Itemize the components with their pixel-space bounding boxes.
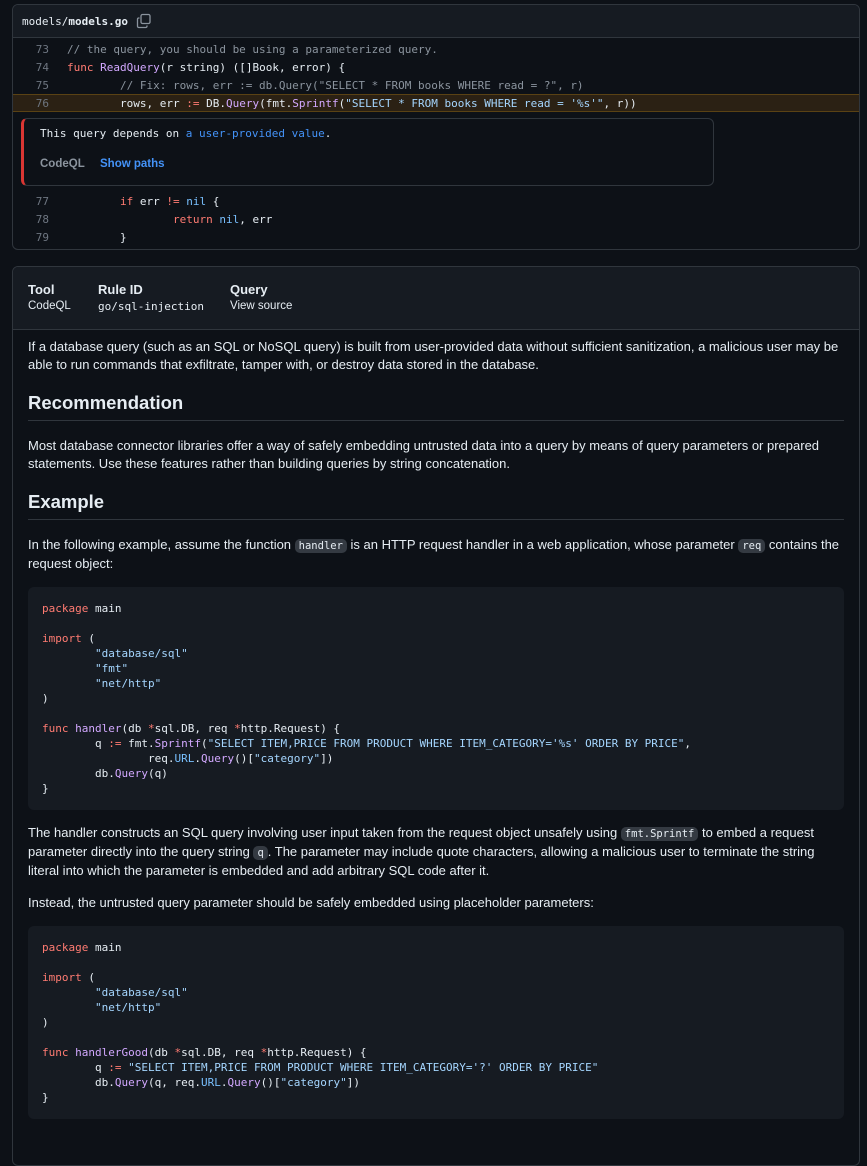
fix-paragraph: Instead, the untrusted query parameter should be safely embedded using placeholder parameters: — [28, 895, 594, 910]
file-path[interactable] — [22, 15, 128, 28]
file-path-name: models.go — [68, 14, 128, 28]
rule-id-heading: Rule ID — [98, 282, 143, 297]
code-line — [13, 40, 859, 58]
tool-value: CodeQL — [28, 300, 71, 312]
show-paths-button[interactable]: Show paths — [100, 158, 165, 170]
code-example-safe: package main import ( "database/sql" "net/http" ) func handlerGood(db *sql.DB, req *http.Request) { q := "SELECT ITEM,PRICE FROM PRODUCT WHERE ITEM_CATEGORY='?' ORDER BY PRICE" db.Query(q, req.URL.Query()["category"]) } — [28, 926, 844, 1119]
meta-query — [230, 282, 292, 312]
meta-tool — [28, 282, 71, 312]
rule-help-panel — [12, 266, 860, 1166]
line-number[interactable]: 73 — [35, 42, 49, 56]
recommendation-heading: Recommendation — [28, 392, 844, 421]
alert-tool-label: CodeQL — [40, 158, 85, 170]
line-number[interactable]: 75 — [35, 78, 49, 92]
alert-message: This query depends on a user-provided value. — [40, 127, 332, 140]
line-number[interactable]: 76 — [35, 96, 49, 110]
line-code: rows, err := DB.Query(fmt.Sprintf("SELECT * FROM books WHERE read = '%s'", r)) — [67, 96, 637, 110]
line-number[interactable]: 79 — [35, 230, 49, 244]
code-line — [13, 58, 859, 76]
file-path-dir: models/ — [22, 14, 69, 28]
rule-metadata — [13, 267, 859, 330]
tool-heading: Tool — [28, 282, 55, 297]
code-file-panel — [12, 4, 860, 250]
code-example-unsafe: package main import ( "database/sql" "fmt" "net/http" ) func handler(db *sql.DB, req *http.Request) { q := fmt.Sprintf("SELECT ITEM,PRICE FROM PRODUCT WHERE ITEM_CATEGORY='%s' ORDER BY PRICE", req.URL.Query()["category"]) db.Query(q) } — [28, 587, 844, 810]
line-code: } — [67, 230, 127, 244]
intro-paragraph: If a database query (such as an SQL or NoSQL query) is built from user-provided data without sufficient sanitization, a malicious user may be able to run commands that exfiltrate, tamper with, or destroy data stored in the database. — [28, 339, 839, 372]
line-number[interactable]: 74 — [35, 60, 49, 74]
recommendation-paragraph: Most database connector libraries offer a way of safely embedding untrusted data into a query by means of query parameters or prepared statements. Use these features rather than building queries by string concatenation. — [28, 438, 820, 471]
line-code: // Fix: rows, err := db.Query("SELECT * FROM books WHERE read = ?", r) — [67, 78, 584, 92]
line-code: func ReadQuery(r string) ([]Book, error) { — [67, 60, 346, 74]
code-line — [13, 210, 859, 228]
example-heading: Example — [28, 491, 844, 520]
rule-id-value: go/sql-injection — [98, 300, 204, 313]
example-paragraph: In the following example, assume the function handler is an HTTP request handler in a web application, whose parameter req contains the request object: — [28, 537, 840, 571]
code-line — [13, 228, 859, 246]
inline-code-sprintf: fmt.Sprintf — [621, 827, 699, 841]
line-code: // the query, you should be using a parameterized query. — [67, 42, 438, 56]
code-line-highlighted — [13, 94, 859, 112]
line-code: return nil, err — [172, 212, 273, 226]
code-line — [13, 76, 859, 94]
line-code: if err != nil { — [119, 194, 220, 208]
copy-icon[interactable] — [136, 13, 152, 29]
explanation-paragraph: The handler constructs an SQL query involving user input taken from the request object unsafely using fmt.Sprintf to embed a request parameter directly into the query string q . The parameter may include quote characters, allowing a malicious user to terminate the string literal into which the parameter is embedded and add arbitrary SQL code after it. — [28, 825, 815, 878]
line-number[interactable]: 77 — [35, 194, 49, 208]
code-scanning-alert — [21, 118, 714, 186]
code-line — [13, 192, 859, 210]
inline-code-req: req — [738, 539, 765, 553]
meta-rule-id — [98, 282, 204, 313]
inline-code-q: q — [253, 846, 267, 860]
line-number[interactable]: 78 — [35, 212, 49, 226]
file-header — [13, 5, 859, 38]
view-source-link[interactable]: View source — [230, 300, 293, 312]
user-provided-value-link[interactable]: a user-provided value — [185, 127, 325, 140]
inline-code-handler: handler — [295, 539, 347, 553]
rule-description — [13, 330, 859, 1119]
query-heading: Query — [230, 282, 268, 297]
